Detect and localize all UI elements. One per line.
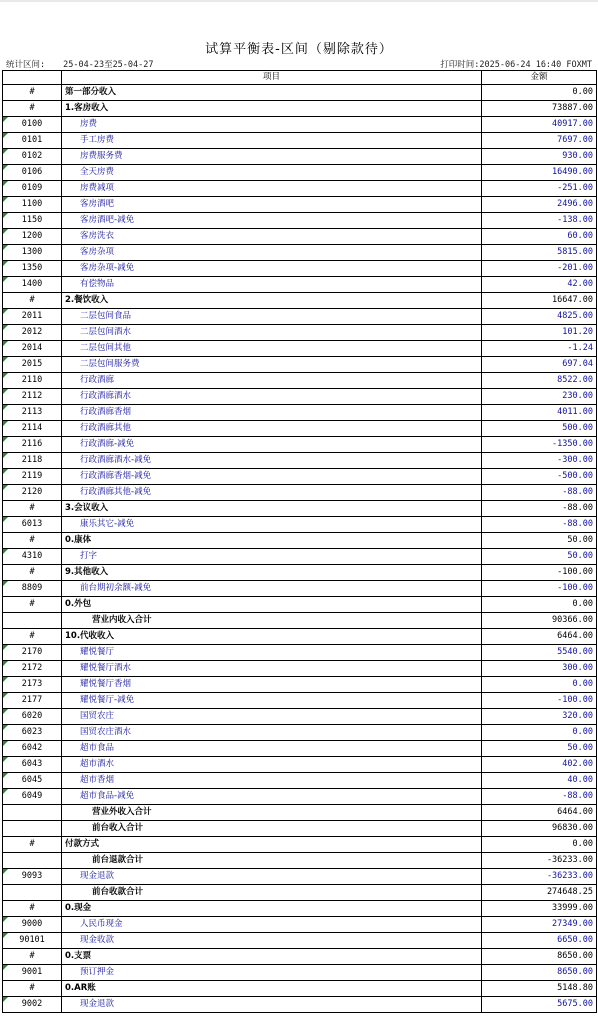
row-code: #: [3, 501, 62, 517]
row-item: 二层包间其他: [62, 341, 482, 357]
table-row: [3, 789, 597, 805]
table-row: [3, 117, 597, 133]
report-title: 试算平衡表-区间（剔除款待）: [205, 42, 393, 57]
row-code: 6049: [3, 789, 62, 805]
table-row: [3, 965, 597, 981]
row-item: 营业外收入合计: [62, 805, 482, 821]
row-item: 0.外包: [62, 597, 482, 613]
row-code: 2120: [3, 485, 62, 501]
row-code: 6042: [3, 741, 62, 757]
row-item: 耀悦餐厅-减免: [62, 693, 482, 709]
row-item: 手工房费: [62, 133, 482, 149]
table-row: [3, 261, 597, 277]
row-amount: -251.00: [482, 181, 597, 197]
row-item: 房费: [62, 117, 482, 133]
row-item: 行政酒廊香烟-减免: [62, 469, 482, 485]
row-amount: -500.00: [482, 469, 597, 485]
row-item: 超市酒水: [62, 757, 482, 773]
row-item: 现金退款: [62, 997, 482, 1013]
row-item: 0.支票: [62, 949, 482, 965]
row-item: 行政酒廊酒水-减免: [62, 453, 482, 469]
row-amount: 96830.00: [482, 821, 597, 837]
row-item: 行政酒廊-减免: [62, 437, 482, 453]
table-row: [3, 469, 597, 485]
row-item: 前台收款合计: [62, 885, 482, 901]
row-item: 2.餐饮收入: [62, 293, 482, 309]
row-code: 0109: [3, 181, 62, 197]
row-code: 9002: [3, 997, 62, 1013]
row-item: 0.AR账: [62, 981, 482, 997]
table-row: [3, 325, 597, 341]
row-item: 现金退款: [62, 869, 482, 885]
row-code: 2011: [3, 309, 62, 325]
row-code: [3, 885, 62, 901]
row-amount: 5148.80: [482, 981, 597, 997]
table-row: [3, 821, 597, 837]
table-row: [3, 629, 597, 645]
row-amount: 27349.00: [482, 917, 597, 933]
table-row: [3, 581, 597, 597]
row-amount: 5815.00: [482, 245, 597, 261]
table-row: [3, 213, 597, 229]
row-amount: 2496.00: [482, 197, 597, 213]
row-code: #: [3, 901, 62, 917]
row-item: 客房洗衣: [62, 229, 482, 245]
row-code: 1200: [3, 229, 62, 245]
row-amount: 60.00: [482, 229, 597, 245]
row-code: 2112: [3, 389, 62, 405]
row-amount: 402.00: [482, 757, 597, 773]
table-row: [3, 245, 597, 261]
row-code: 2015: [3, 357, 62, 373]
row-item: 二层包间酒水: [62, 325, 482, 341]
trial-balance-table: [2, 70, 597, 1013]
row-amount: 274648.25: [482, 885, 597, 901]
table-row: [3, 421, 597, 437]
row-code: #: [3, 565, 62, 581]
period-value: 25-04-23至25-04-27: [63, 60, 154, 70]
row-amount: -88.00: [482, 501, 597, 517]
header-code: [3, 71, 62, 85]
row-amount: 7697.00: [482, 133, 597, 149]
print-info: [440, 58, 592, 70]
row-code: 2116: [3, 437, 62, 453]
table-row: [3, 501, 597, 517]
row-code: 2173: [3, 677, 62, 693]
row-amount: 4011.00: [482, 405, 597, 421]
row-item: 0.康体: [62, 533, 482, 549]
row-amount: -1.24: [482, 341, 597, 357]
row-code: #: [3, 85, 62, 101]
table-row: [3, 901, 597, 917]
row-item: 耀悦餐厅香烟: [62, 677, 482, 693]
row-code: #: [3, 629, 62, 645]
row-item: 行政酒廊其他: [62, 421, 482, 437]
table-row: [3, 389, 597, 405]
row-amount: 6650.00: [482, 933, 597, 949]
table-row: [3, 677, 597, 693]
row-amount: 300.00: [482, 661, 597, 677]
table-row: [3, 197, 597, 213]
row-amount: 5540.00: [482, 645, 597, 661]
row-code: [3, 613, 62, 629]
row-amount: 0.00: [482, 677, 597, 693]
row-code: 2114: [3, 421, 62, 437]
row-amount: 8522.00: [482, 373, 597, 389]
row-item: 前台期初余额-减免: [62, 581, 482, 597]
row-item: 人民币现金: [62, 917, 482, 933]
period-label: 统计区间:: [6, 60, 46, 70]
table-row: [3, 405, 597, 421]
table-row: [3, 533, 597, 549]
top-border: [0, 0, 598, 2]
print-value: 2025-06-24 16:40 FOXMT: [479, 60, 592, 70]
row-item: 营业内收入合计: [62, 613, 482, 629]
row-item: 超市食品: [62, 741, 482, 757]
table-row: [3, 165, 597, 181]
table-row: [3, 645, 597, 661]
table-row: [3, 373, 597, 389]
row-item: 客房酒吧-减免: [62, 213, 482, 229]
row-item: 前台退款合计: [62, 853, 482, 869]
row-code: 2172: [3, 661, 62, 677]
row-item: 0.现金: [62, 901, 482, 917]
row-code: 2119: [3, 469, 62, 485]
row-amount: 930.00: [482, 149, 597, 165]
row-amount: 500.00: [482, 421, 597, 437]
row-amount: 40.00: [482, 773, 597, 789]
row-amount: 5675.00: [482, 997, 597, 1013]
table-row: [3, 917, 597, 933]
row-code: #: [3, 101, 62, 117]
row-amount: -88.00: [482, 789, 597, 805]
row-code: 6043: [3, 757, 62, 773]
row-code: #: [3, 533, 62, 549]
table-row: [3, 133, 597, 149]
row-item: 客房杂项: [62, 245, 482, 261]
row-code: 2012: [3, 325, 62, 341]
table-row: [3, 101, 597, 117]
row-code: #: [3, 981, 62, 997]
row-code: 9093: [3, 869, 62, 885]
row-amount: 40917.00: [482, 117, 597, 133]
row-item: 耀悦餐厅: [62, 645, 482, 661]
row-item: 打字: [62, 549, 482, 565]
row-code: 1100: [3, 197, 62, 213]
table-row: [3, 357, 597, 373]
row-item: 耀悦餐厅酒水: [62, 661, 482, 677]
row-item: 房费减项: [62, 181, 482, 197]
row-amount: 6464.00: [482, 629, 597, 645]
table-row: [3, 549, 597, 565]
row-item: 国贸农庄酒水: [62, 725, 482, 741]
row-code: 1350: [3, 261, 62, 277]
row-code: 2118: [3, 453, 62, 469]
row-amount: 697.04: [482, 357, 597, 373]
table-row: [3, 853, 597, 869]
row-amount: -36233.00: [482, 853, 597, 869]
row-code: 6013: [3, 517, 62, 533]
row-item: 二层包间食品: [62, 309, 482, 325]
row-item: 前台收入合计: [62, 821, 482, 837]
table-row: [3, 869, 597, 885]
row-item: 行政酒廊其他-减免: [62, 485, 482, 501]
row-item: 9.其他收入: [62, 565, 482, 581]
row-amount: -88.00: [482, 485, 597, 501]
row-code: 0106: [3, 165, 62, 181]
table-row: [3, 949, 597, 965]
row-code: 2177: [3, 693, 62, 709]
table-row: [3, 981, 597, 997]
row-amount: 4825.00: [482, 309, 597, 325]
row-amount: -1350.00: [482, 437, 597, 453]
row-code: 0102: [3, 149, 62, 165]
row-code: 6045: [3, 773, 62, 789]
table-row: [3, 805, 597, 821]
table-row: [3, 453, 597, 469]
row-amount: 50.00: [482, 741, 597, 757]
row-code: 2170: [3, 645, 62, 661]
table-row: [3, 293, 597, 309]
row-amount: 16647.00: [482, 293, 597, 309]
table-row: [3, 757, 597, 773]
row-amount: -100.00: [482, 693, 597, 709]
row-item: 有偿物品: [62, 277, 482, 293]
row-amount: 8650.00: [482, 949, 597, 965]
table-row: [3, 149, 597, 165]
row-code: 6023: [3, 725, 62, 741]
row-code: #: [3, 837, 62, 853]
row-code: #: [3, 597, 62, 613]
row-code: 4310: [3, 549, 62, 565]
table-row: [3, 485, 597, 501]
table-row: [3, 309, 597, 325]
row-item: 第一部分收入: [62, 85, 482, 101]
row-amount: 0.00: [482, 837, 597, 853]
row-code: 6020: [3, 709, 62, 725]
table-row: [3, 181, 597, 197]
row-amount: 6464.00: [482, 805, 597, 821]
row-item: 1.客房收入: [62, 101, 482, 117]
row-item: 二层包间服务费: [62, 357, 482, 373]
row-amount: -100.00: [482, 581, 597, 597]
row-amount: -36233.00: [482, 869, 597, 885]
table-row: [3, 597, 597, 613]
table-row: [3, 933, 597, 949]
row-amount: -201.00: [482, 261, 597, 277]
row-amount: 16490.00: [482, 165, 597, 181]
table-row: [3, 229, 597, 245]
row-amount: -300.00: [482, 453, 597, 469]
row-amount: 73887.00: [482, 101, 597, 117]
table-row: [3, 341, 597, 357]
row-code: 0100: [3, 117, 62, 133]
row-code: 1400: [3, 277, 62, 293]
row-item: 康乐其它-减免: [62, 517, 482, 533]
row-code: 1150: [3, 213, 62, 229]
row-code: [3, 821, 62, 837]
table-row: [3, 517, 597, 533]
table-row: [3, 437, 597, 453]
row-item: 超市食品-减免: [62, 789, 482, 805]
table-row: [3, 693, 597, 709]
row-code: 9000: [3, 917, 62, 933]
print-label: 打印时间:: [440, 60, 480, 70]
table-row: [3, 661, 597, 677]
row-item: 现金收款: [62, 933, 482, 949]
row-amount: -88.00: [482, 517, 597, 533]
row-code: 0101: [3, 133, 62, 149]
row-amount: 101.20: [482, 325, 597, 341]
row-code: 2110: [3, 373, 62, 389]
row-code: 9001: [3, 965, 62, 981]
row-item: 行政酒廊酒水: [62, 389, 482, 405]
row-code: [3, 805, 62, 821]
row-amount: 90366.00: [482, 613, 597, 629]
row-code: [3, 853, 62, 869]
row-code: 2014: [3, 341, 62, 357]
row-item: 全天房费: [62, 165, 482, 181]
table-row: [3, 997, 597, 1013]
row-code: 90101: [3, 933, 62, 949]
row-amount: 50.00: [482, 533, 597, 549]
period-info: [6, 58, 154, 70]
header-item: 项目: [62, 71, 482, 85]
row-amount: 230.00: [482, 389, 597, 405]
row-amount: 33999.00: [482, 901, 597, 917]
row-amount: 42.00: [482, 277, 597, 293]
table-row: [3, 709, 597, 725]
table-row: [3, 85, 597, 101]
row-amount: -100.00: [482, 565, 597, 581]
row-amount: 50.00: [482, 549, 597, 565]
row-item: 客房杂项-减免: [62, 261, 482, 277]
row-item: 10.代收收入: [62, 629, 482, 645]
row-item: 国贸农庄: [62, 709, 482, 725]
table-row: [3, 725, 597, 741]
row-code: #: [3, 293, 62, 309]
row-item: 房费服务费: [62, 149, 482, 165]
row-amount: 0.00: [482, 597, 597, 613]
row-code: #: [3, 949, 62, 965]
row-amount: 0.00: [482, 85, 597, 101]
table-row: [3, 613, 597, 629]
row-item: 3.会议收入: [62, 501, 482, 517]
table-row: [3, 773, 597, 789]
row-item: 付款方式: [62, 837, 482, 853]
row-code: 8809: [3, 581, 62, 597]
row-code: 1300: [3, 245, 62, 261]
row-amount: 320.00: [482, 709, 597, 725]
table-row: [3, 837, 597, 853]
row-item: 预订押金: [62, 965, 482, 981]
row-item: 客房酒吧: [62, 197, 482, 213]
row-amount: 0.00: [482, 725, 597, 741]
row-amount: -138.00: [482, 213, 597, 229]
table-row: [3, 277, 597, 293]
row-item: 行政酒廊香烟: [62, 405, 482, 421]
table-row: [3, 885, 597, 901]
table-row: [3, 741, 597, 757]
row-amount: 8650.00: [482, 965, 597, 981]
header-amount: 金额: [482, 71, 597, 85]
row-code: 2113: [3, 405, 62, 421]
row-item: 行政酒廊: [62, 373, 482, 389]
table-header-row: [3, 71, 597, 85]
table-row: [3, 565, 597, 581]
row-item: 超市香烟: [62, 773, 482, 789]
